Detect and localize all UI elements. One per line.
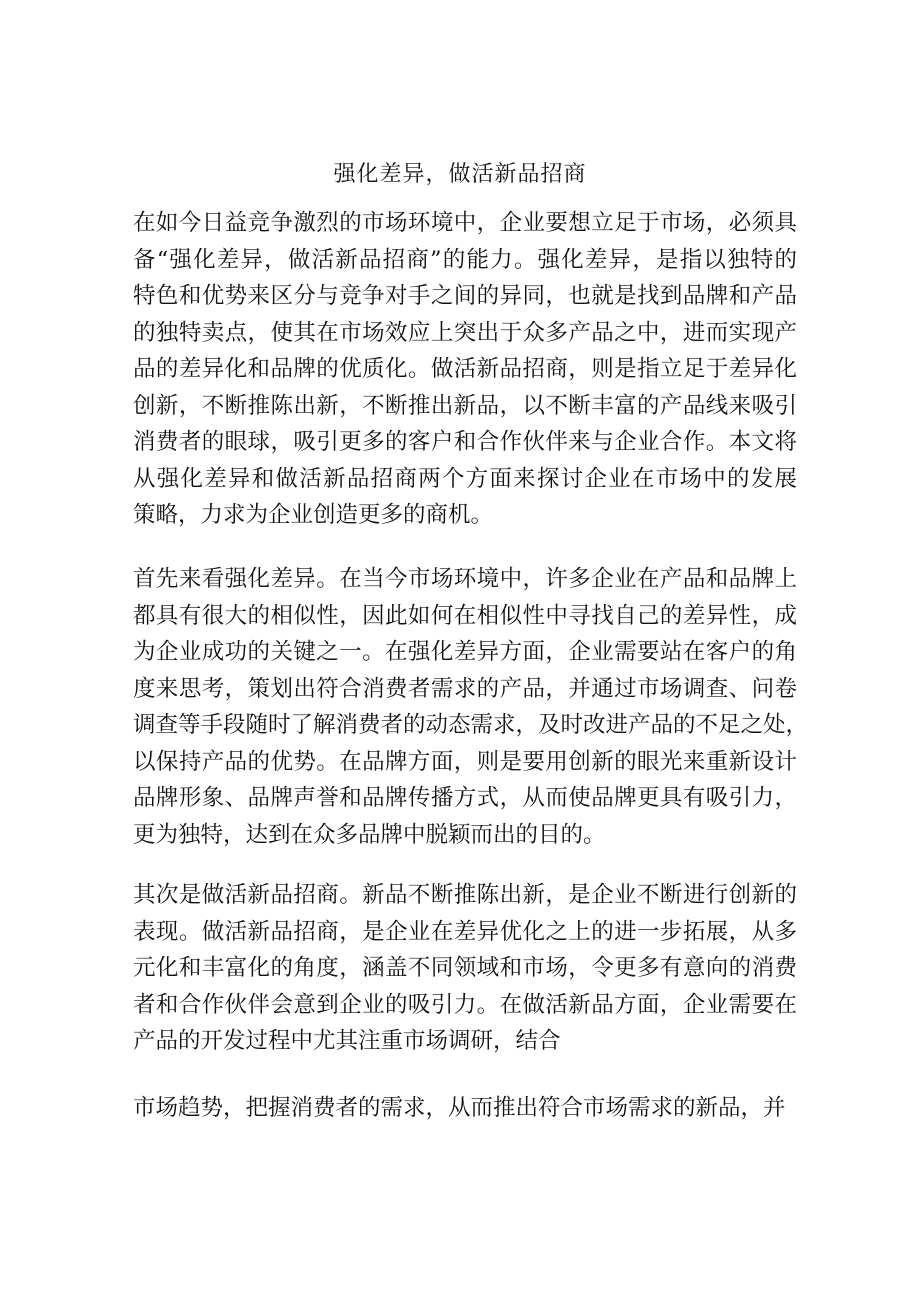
text-line: 从强化差异和做活新品招商两个方面来探讨企业在市场中的发展	[133, 465, 797, 492]
document-title: 强化差异，做活新品招商	[333, 162, 587, 187]
paragraph-intro	[133, 205, 797, 534]
text-line: 消费者的眼球，吸引更多的客户和合作伙伴来与企业合作。本文将	[133, 429, 797, 455]
text-line: 更为独特，达到在众多品牌中脱颖而出的目的。	[133, 821, 606, 848]
text-line: 品牌形象、品牌声誉和品牌传播方式，从而使品牌更具有吸引力，	[133, 785, 797, 811]
text-line: 其次是做活新品招商。新品不断推陈出新，是企业不断进行创新的	[133, 882, 797, 908]
paragraph-differentiation	[133, 561, 809, 853]
text-line: 产品的开发过程中尤其注重市场调研，结合	[133, 1028, 561, 1054]
text-line: 以保持产品的优势。在品牌方面，则是要用创新的眼光来重新设计	[133, 748, 797, 775]
paragraph-market-trend	[133, 1090, 797, 1127]
text-line: 市场趋势，把握消费者的需求，从而推出符合市场需求的新品，并	[133, 1095, 786, 1121]
text-line: 特色和优势来区分与竞争对手之间的异同，也就是找到品牌和产品	[133, 283, 797, 309]
text-line: 表现。做活新品招商，是企业在差异优化之上的进一步拓展，从多	[133, 918, 797, 945]
text-line: 首先来看强化差异。在当今市场环境中，许多企业在产品和品牌上	[133, 566, 797, 592]
text-line: 元化和丰富化的角度，涵盖不同领域和市场，令更多有意向的消费	[133, 955, 797, 981]
paragraph-new-products	[133, 877, 797, 1060]
text-line: 在如今日益竞争激烈的市场环境中，企业要想立足于市场，必须具	[133, 210, 797, 236]
text-line: 策略，力求为企业创造更多的商机。	[133, 502, 494, 528]
text-line: 品的差异化和品牌的优质化。做活新品招商，则是指立足于差异化	[133, 356, 797, 382]
text-line: 调查等手段随时了解消费者的动态需求，及时改进产品的不足之处，	[133, 712, 809, 738]
text-line: 的独特卖点，使其在市场效应上突出于众多产品之中，进而实现产	[133, 319, 797, 346]
text-line: 度来思考，策划出符合消费者需求的产品，并通过市场调查、问卷	[133, 675, 797, 702]
text-line: 备“强化差异，做活新品招商”的能力。强化差异，是指以独特的	[133, 246, 797, 273]
text-line: 创新，不断推陈出新，不断推出新品，以不断丰富的产品线来吸引	[133, 392, 797, 419]
text-line: 者和合作伙伴会意到企业的吸引力。在做活新品方面，企业需要在	[133, 991, 797, 1018]
text-line: 为企业成功的关键之一。在强化差异方面，企业需要站在客户的角	[133, 639, 797, 665]
text-line: 都具有很大的相似性，因此如何在相似性中寻找自己的差异性，成	[133, 602, 797, 629]
